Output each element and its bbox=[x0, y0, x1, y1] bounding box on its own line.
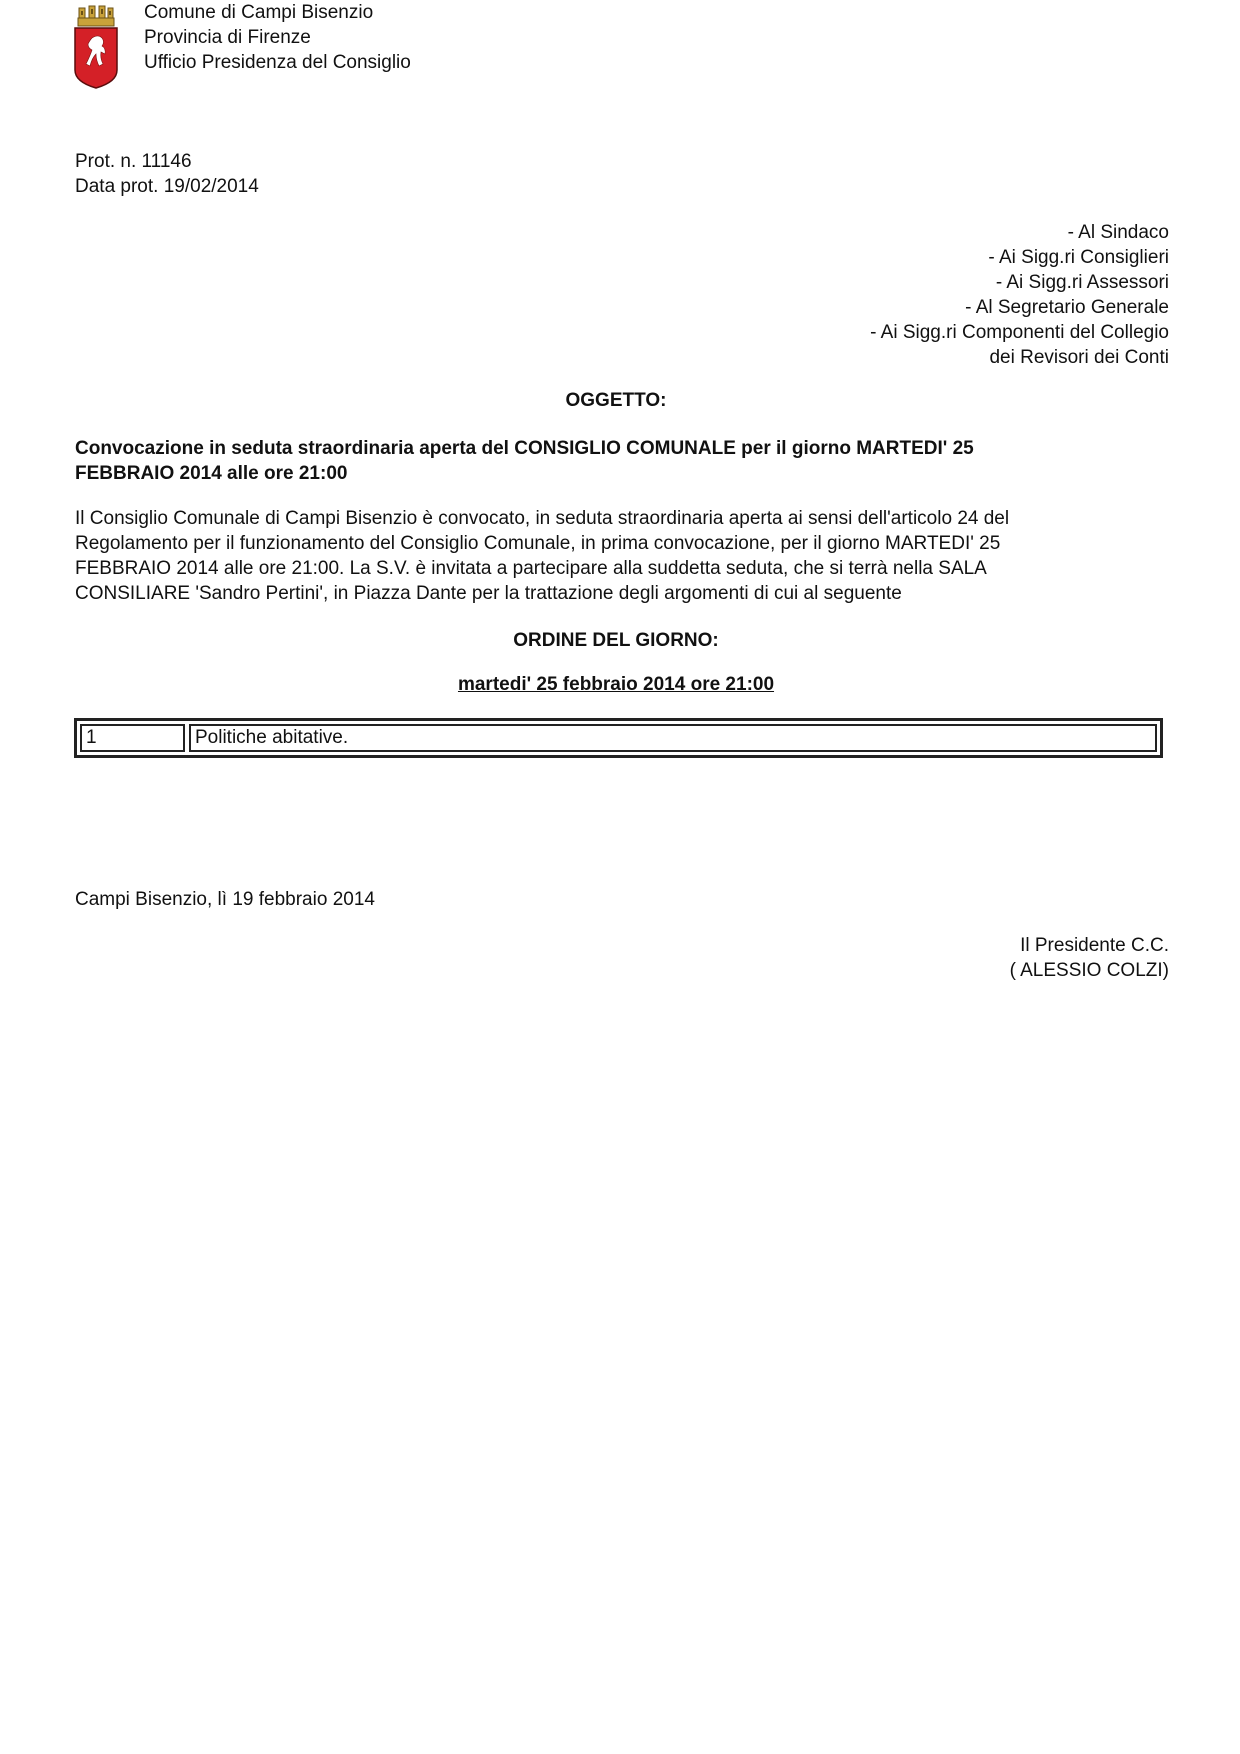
recipient-line: dei Revisori dei Conti bbox=[989, 347, 1169, 368]
protocol-block bbox=[75, 149, 575, 199]
header-office-lines bbox=[144, 0, 644, 75]
paragraph-line: CONSILIARE 'Sandro Pertini', in Piazza Dante per la trattazione degli argomenti di cui al seguente bbox=[75, 583, 902, 604]
recipient-line: - Ai Sigg.ri Componenti del Collegio bbox=[870, 322, 1169, 343]
agenda-item-title: Politiche abitative. bbox=[189, 724, 1157, 752]
recipient-line: - Al Segretario Generale bbox=[965, 297, 1169, 318]
place-and-date: Campi Bisenzio, lì 19 febbraio 2014 bbox=[75, 889, 375, 910]
municipal-crest-icon bbox=[72, 4, 120, 90]
protocol-date: Data prot. 19/02/2014 bbox=[75, 176, 259, 197]
agenda-table bbox=[74, 718, 1163, 758]
agenda-item-number: 1 bbox=[80, 724, 185, 752]
header-line-office: Ufficio Presidenza del Consiglio bbox=[144, 52, 411, 73]
session-date: martedi' 25 febbraio 2014 ore 21:00 bbox=[457, 674, 775, 695]
subject-title-line: FEBBRAIO 2014 alle ore 21:00 bbox=[75, 463, 348, 484]
recipient-line: - Al Sindaco bbox=[1067, 222, 1169, 243]
paragraph-line: Il Consiglio Comunale di Campi Bisenzio è convocato, in seduta straordinaria aperta ai sensi dell'articolo 24 del bbox=[75, 508, 1010, 529]
paragraph-line: Regolamento per il funzionamento del Consiglio Comunale, in prima convocazione, per il giorno MARTEDI' 25 bbox=[75, 533, 1001, 554]
subject-label-row bbox=[0, 388, 1240, 413]
protocol-number: Prot. n. 11146 bbox=[75, 151, 192, 172]
signature-role: Il Presidente C.C. bbox=[1020, 935, 1169, 956]
paragraph-line: FEBBRAIO 2014 alle ore 21:00. La S.V. è invitata a partecipare alla suddetta seduta, che si terrà nella SALA bbox=[75, 558, 987, 579]
recipients-list bbox=[569, 220, 1169, 370]
subject-title-line: Convocazione in seduta straordinaria aperta del CONSIGLIO COMUNALE per il giorno MARTEDI' 25 bbox=[75, 438, 974, 459]
signature-name: ( ALESSIO COLZI) bbox=[1009, 960, 1169, 981]
subject-title bbox=[75, 436, 1075, 486]
header-line-municipality: Comune di Campi Bisenzio bbox=[144, 2, 374, 23]
convocation-paragraph bbox=[75, 506, 1115, 606]
agenda-heading-row bbox=[0, 628, 1240, 653]
subject-label: OGGETTO: bbox=[565, 390, 667, 411]
agenda-heading: ORDINE DEL GIORNO: bbox=[513, 630, 719, 651]
recipient-line: - Ai Sigg.ri Consiglieri bbox=[988, 247, 1169, 268]
signature-block bbox=[769, 933, 1169, 983]
recipient-line: - Ai Sigg.ri Assessori bbox=[995, 272, 1169, 293]
header-line-province: Provincia di Firenze bbox=[144, 27, 311, 48]
session-date-row bbox=[0, 672, 1240, 697]
